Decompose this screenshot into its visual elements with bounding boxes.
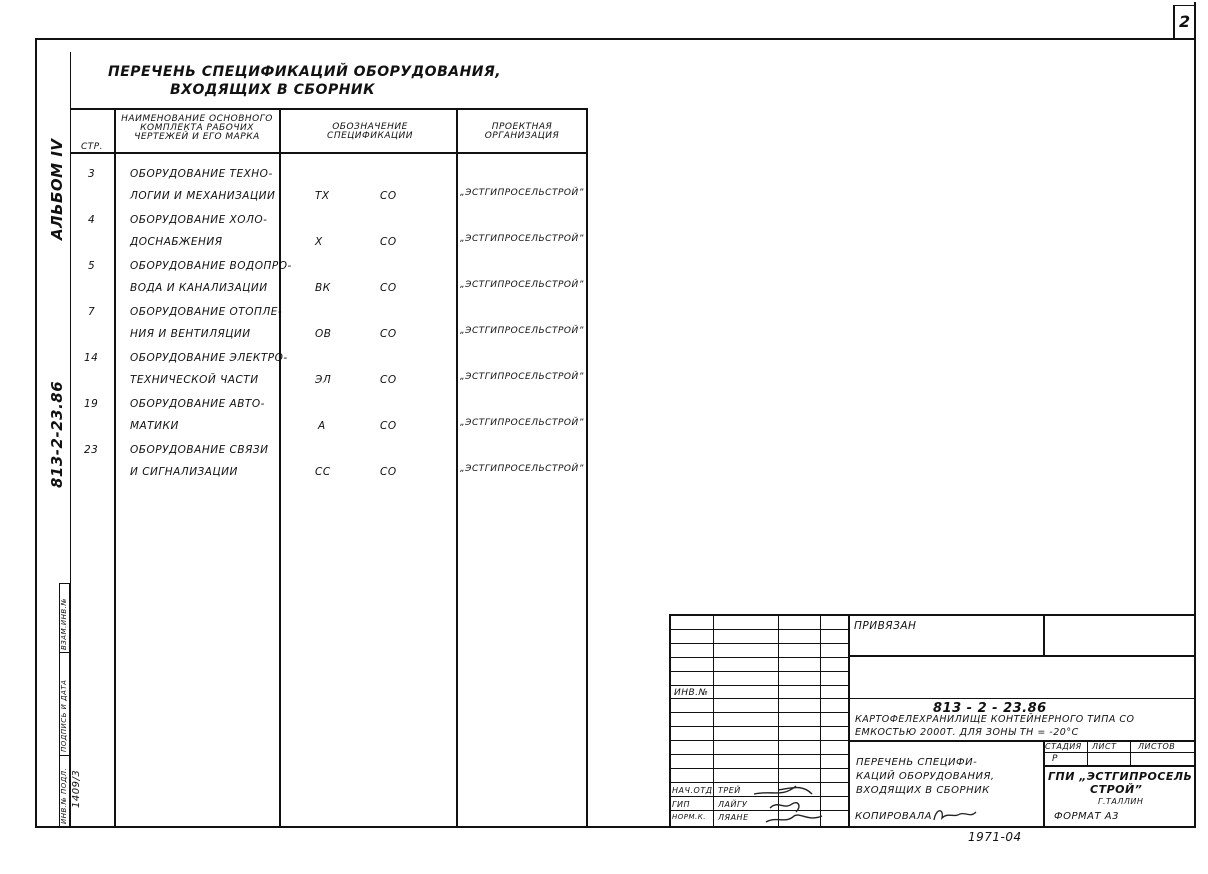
privyazan-label: ПРИВЯЗАН	[854, 620, 917, 632]
row-page: 14	[84, 352, 99, 364]
row-organization: „ЭСТГИПРОСЕЛЬСТРОЙ”	[460, 188, 584, 198]
stamp-label-inv: ИНВ.№ ПОДЛ.	[60, 767, 68, 824]
signer-role: ГИП	[672, 800, 690, 809]
page-title: ПЕРЕЧЕНЬ СПЕЦИФИКАЦИЙ ОБОРУДОВАНИЯ,	[108, 64, 502, 80]
row-name-line2: ЛОГИИ И МЕХАНИЗАЦИИ	[130, 190, 276, 202]
sheet-title-line2: КАЦИЙ ОБОРУДОВАНИЯ,	[856, 771, 995, 782]
row-name-line2: МАТИКИ	[130, 420, 179, 432]
org-line2: СТРОЙ”	[1090, 783, 1143, 796]
row-organization: „ЭСТГИПРОСЕЛЬСТРОЙ”	[460, 280, 584, 290]
row-page: 4	[88, 214, 96, 226]
sheet-number: 2	[1179, 12, 1191, 31]
stage-label: СТАДИЯ	[1045, 742, 1082, 751]
signer-role: НАЧ.ОТД.	[672, 786, 716, 795]
row-page: 19	[84, 398, 99, 410]
row-name-line1: ОБОРУДОВАНИЕ АВТО-	[130, 398, 265, 410]
page-subtitle: ВХОДЯЩИХ В СБОРНИК	[170, 82, 376, 98]
row-suffix: СО	[380, 236, 397, 248]
copied-by-label: КОПИРОВАЛА	[855, 811, 932, 822]
row-organization: „ЭСТГИПРОСЕЛЬСТРОЙ”	[460, 418, 584, 428]
project-capacity: ЕМКОСТЬЮ 2000Т. ДЛЯ ЗОНЫ TН = -20°C	[855, 727, 1079, 738]
row-page: 7	[88, 306, 96, 318]
sheets-label: ЛИСТОВ	[1138, 742, 1176, 751]
row-suffix: СО	[380, 466, 397, 478]
stamp-inv-value: 1409/3	[71, 769, 82, 808]
signer-name: ЛАЙГУ	[718, 800, 748, 809]
row-name-line1: ОБОРУДОВАНИЕ ОТОПЛЕ-	[130, 306, 283, 318]
copier-signature	[930, 804, 980, 826]
row-page: 23	[84, 444, 99, 456]
doc-code: 813 - 2 - 23.86	[933, 701, 1047, 716]
frame-right	[1194, 2, 1196, 828]
row-code: Х	[315, 236, 323, 248]
signatures-drawing	[752, 780, 852, 828]
sheet-label: ЛИСТ	[1092, 742, 1117, 751]
org-line1: ГПИ „ЭСТГИПРОСЕЛЬ	[1048, 770, 1193, 783]
row-organization: „ЭСТГИПРОСЕЛЬСТРОЙ”	[460, 372, 584, 382]
col-header-page: СТР.	[80, 142, 104, 152]
row-organization: „ЭСТГИПРОСЕЛЬСТРОЙ”	[460, 234, 584, 244]
sheet-title-line3: ВХОДЯЩИХ В СБОРНИК	[856, 785, 990, 796]
album-label: АЛЬБОМ IV	[48, 138, 66, 240]
frame-bottom	[35, 826, 1196, 828]
sheet-title-line1: ПЕРЕЧЕНЬ СПЕЦИФИ-	[856, 757, 978, 768]
row-code: ВК	[315, 282, 331, 294]
row-name-line2: ВОДА И КАНАЛИЗАЦИИ	[130, 282, 268, 294]
row-suffix: СО	[380, 374, 397, 386]
stage-value: Р	[1052, 754, 1058, 764]
row-name-line1: ОБОРУДОВАНИЕ ХОЛО-	[130, 214, 268, 226]
row-name-line2: И СИГНАЛИЗАЦИИ	[130, 466, 238, 478]
col-header-name: НАИМЕНОВАНИЕ ОСНОВНОГО КОМПЛЕКТА РАБОЧИХ ЧЕРТЕЖЕЙ И ЕГО МАРКА	[121, 114, 273, 142]
project-code-vertical: 813-2-23.86	[48, 380, 66, 488]
row-suffix: СО	[380, 190, 397, 202]
row-name-line1: ОБОРУДОВАНИЕ СВЯЗИ	[130, 444, 269, 456]
row-name-line1: ОБОРУДОВАНИЕ ВОДОПРО-	[130, 260, 292, 272]
row-name-line2: ДОСНАБЖЕНИЯ	[130, 236, 223, 248]
org-city: Г.ТАЛЛИН	[1098, 797, 1144, 806]
row-name-line1: ОБОРУДОВАНИЕ ТЕХНО-	[130, 168, 273, 180]
row-organization: „ЭСТГИПРОСЕЛЬСТРОЙ”	[460, 326, 584, 336]
row-suffix: СО	[380, 328, 397, 340]
stamp-label-signature: ПОДПИСЬ И ДАТА	[60, 679, 68, 752]
row-code: СС	[315, 466, 331, 478]
row-code: ЭЛ	[315, 374, 332, 386]
frame-left	[35, 38, 37, 828]
row-code: А	[318, 420, 326, 432]
row-suffix: СО	[380, 420, 397, 432]
row-code: ТХ	[315, 190, 330, 202]
row-suffix: СО	[380, 282, 397, 294]
stamp-label-vzam: ВЗАМ.ИНВ.№	[60, 597, 68, 650]
date-code: 1971-04	[968, 830, 1022, 844]
inv-no-label: ИНВ.№	[674, 688, 709, 698]
row-code: ОВ	[315, 328, 332, 340]
row-organization: „ЭСТГИПРОСЕЛЬСТРОЙ”	[460, 464, 584, 474]
format-label: ФОРМАТ А3	[1054, 811, 1119, 822]
col-header-organization: ПРОЕКТНАЯ ОРГАНИЗАЦИЯ	[484, 122, 560, 141]
row-name-line2: ТЕХНИЧЕСКОЙ ЧАСТИ	[130, 374, 259, 386]
row-page: 3	[88, 168, 96, 180]
col-header-designation: ОБОЗНАЧЕНИЕ СПЕЦИФИКАЦИИ	[327, 122, 413, 141]
row-name-line2: НИЯ И ВЕНТИЛЯЦИИ	[130, 328, 251, 340]
signer-name: ЛЯАНЕ	[718, 813, 749, 822]
frame-top	[35, 38, 1196, 40]
signer-role: НОРМ.К.	[672, 813, 706, 821]
project-name: КАРТОФЕЛЕХРАНИЛИЩЕ КОНТЕЙНЕРНОГО ТИПА СО	[855, 714, 1135, 725]
row-page: 5	[88, 260, 96, 272]
row-name-line1: ОБОРУДОВАНИЕ ЭЛЕКТРО-	[130, 352, 288, 364]
table-left-border	[70, 52, 71, 826]
signer-name: ТРЕЙ	[718, 786, 741, 795]
